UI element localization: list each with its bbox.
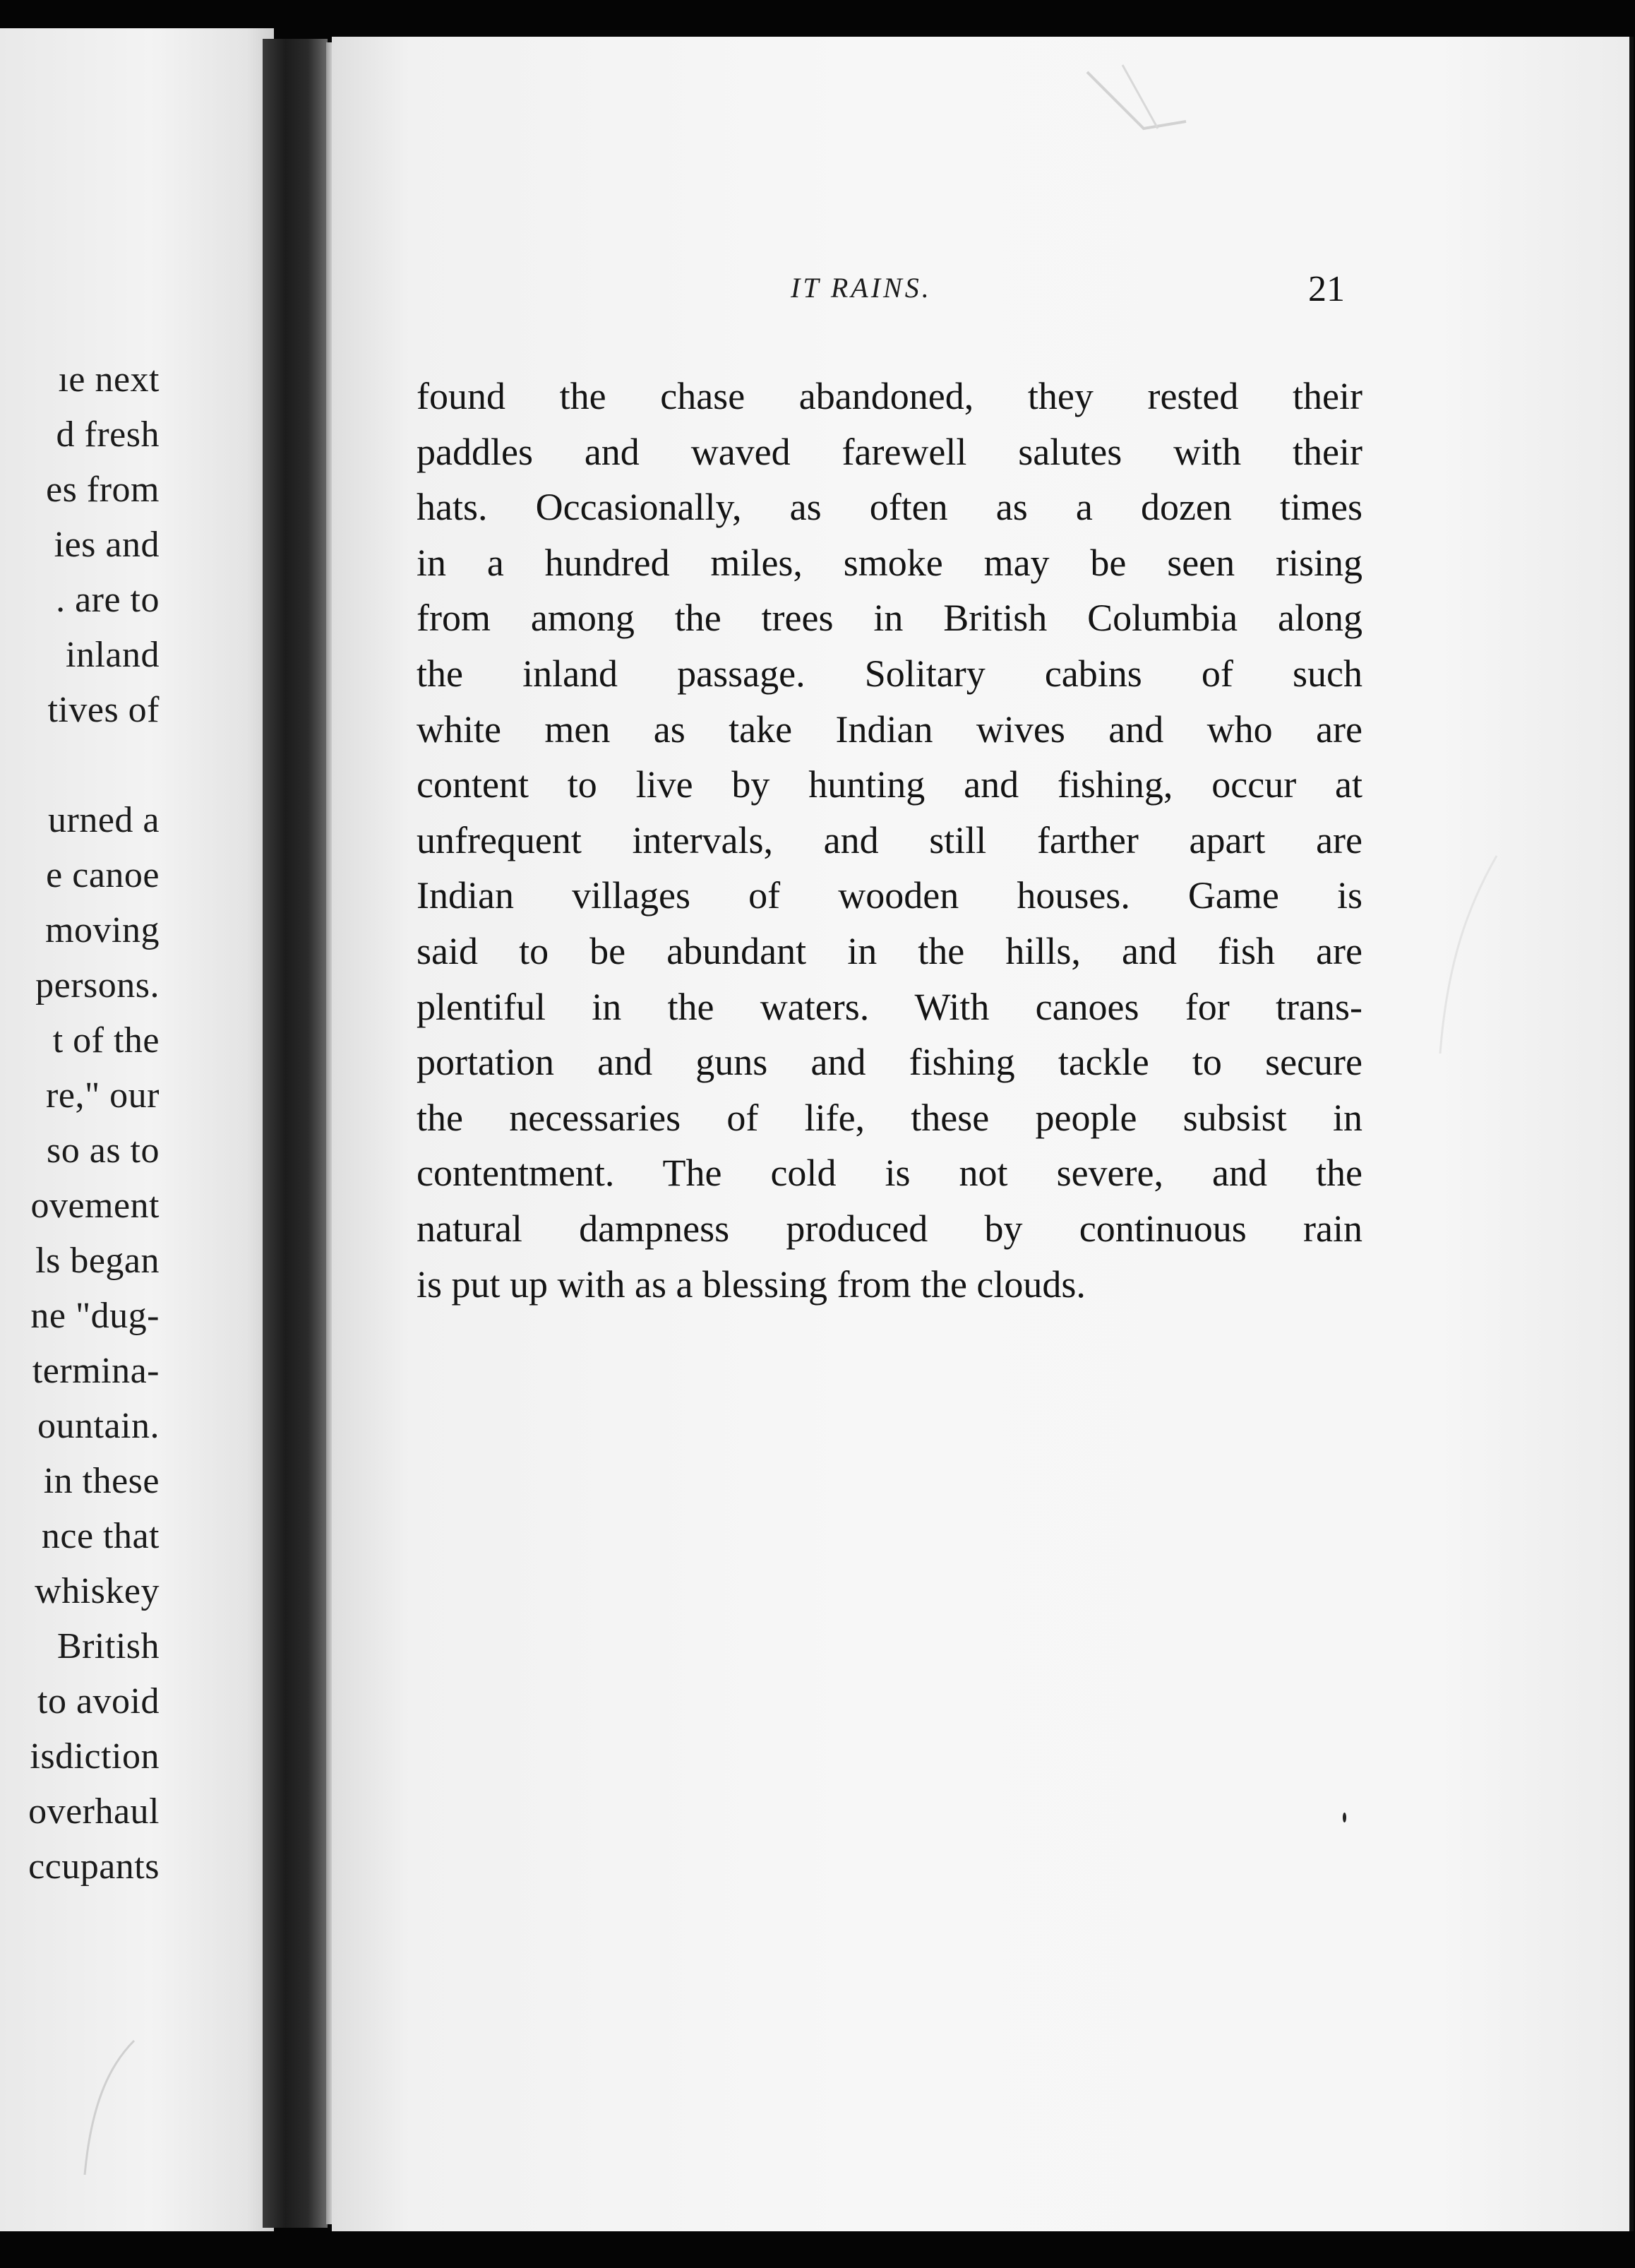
text-line: white men as take Indian wives and who are: [417, 708, 1362, 751]
text-line: Indian villages of wooden houses. Game is: [417, 874, 1362, 917]
text-line: from among the trees in British Columbia along: [417, 597, 1362, 640]
left-page-line: moving: [45, 910, 160, 950]
left-page-line: overhaul: [28, 1791, 160, 1832]
text-line: natural dampness produced by continuous rain: [417, 1207, 1362, 1250]
left-facing-page: [0, 28, 274, 2231]
left-page-line: termina-: [32, 1351, 160, 1391]
left-page-line: ne "dug-: [30, 1296, 160, 1336]
left-page-line: nce that: [41, 1516, 160, 1556]
book-page: [332, 37, 1634, 2233]
left-page-line: ountain.: [37, 1406, 160, 1446]
scan-faint-curve: [1426, 849, 1511, 1061]
left-page-line: ies and: [54, 525, 160, 565]
left-page-line: whiskey: [35, 1571, 160, 1611]
text-line: content to live by hunting and fishing, occur at: [417, 763, 1362, 806]
text-line: portation and guns and fishing tackle to secure: [417, 1041, 1362, 1084]
text-line: paddles and waved farewell salutes with their: [417, 430, 1362, 473]
left-page-line: e canoe: [46, 855, 160, 895]
left-page-line: inland: [66, 635, 160, 675]
left-page-line: es from: [46, 470, 160, 510]
text-line: hats. Occasionally, as often as a dozen times: [417, 486, 1362, 529]
left-page-line: d fresh: [56, 414, 160, 455]
book-gutter-shadow: [263, 39, 328, 2228]
text-line: found the chase abandoned, they rested their: [417, 375, 1362, 417]
left-page-line: so as to: [47, 1130, 160, 1171]
text-line: the necessaries of life, these people subsist in: [417, 1096, 1362, 1139]
left-page-line: to avoid: [37, 1681, 160, 1721]
running-head: IT RAINS.: [791, 272, 932, 304]
body-text: [417, 369, 1362, 1312]
page-number: 21: [1308, 269, 1345, 309]
pen-stroke-mark: [64, 2034, 148, 2182]
left-page-line: tives of: [47, 690, 160, 730]
text-line: said to be abundant in the hills, and fish are: [417, 929, 1362, 972]
left-page-line: ovement: [30, 1186, 160, 1226]
text-line: in a hundred miles, smoke may be seen rising: [417, 541, 1362, 584]
scan-speck: [1343, 1813, 1346, 1822]
left-page-line: ccupants: [28, 1846, 160, 1887]
text-line: contentment. The cold is not severe, and the: [417, 1152, 1362, 1195]
left-page-line: . are to: [56, 580, 160, 620]
left-page-line: urned a: [48, 800, 160, 840]
left-page-line: persons.: [35, 965, 160, 1005]
text-line: plentiful in the waters. With canoes for trans-: [417, 985, 1362, 1028]
text-line: unfrequent intervals, and still farther apart are: [417, 818, 1362, 861]
left-page-line: ıe next: [58, 359, 160, 400]
text-line: the inland passage. Solitary cabins of such: [417, 652, 1362, 695]
left-page-line: in these: [43, 1461, 160, 1501]
left-page-line: British: [56, 1626, 160, 1666]
text-line: is put up with as a blessing from the clouds.: [417, 1263, 1086, 1306]
left-page-line: re," our: [46, 1075, 160, 1116]
scan-border-bottom: [0, 2231, 1635, 2268]
left-page-line: ls began: [35, 1241, 160, 1281]
left-page-line: t of the: [52, 1020, 160, 1061]
left-page-line: isdiction: [30, 1736, 160, 1777]
scan-scratch-mark: [1080, 58, 1193, 150]
